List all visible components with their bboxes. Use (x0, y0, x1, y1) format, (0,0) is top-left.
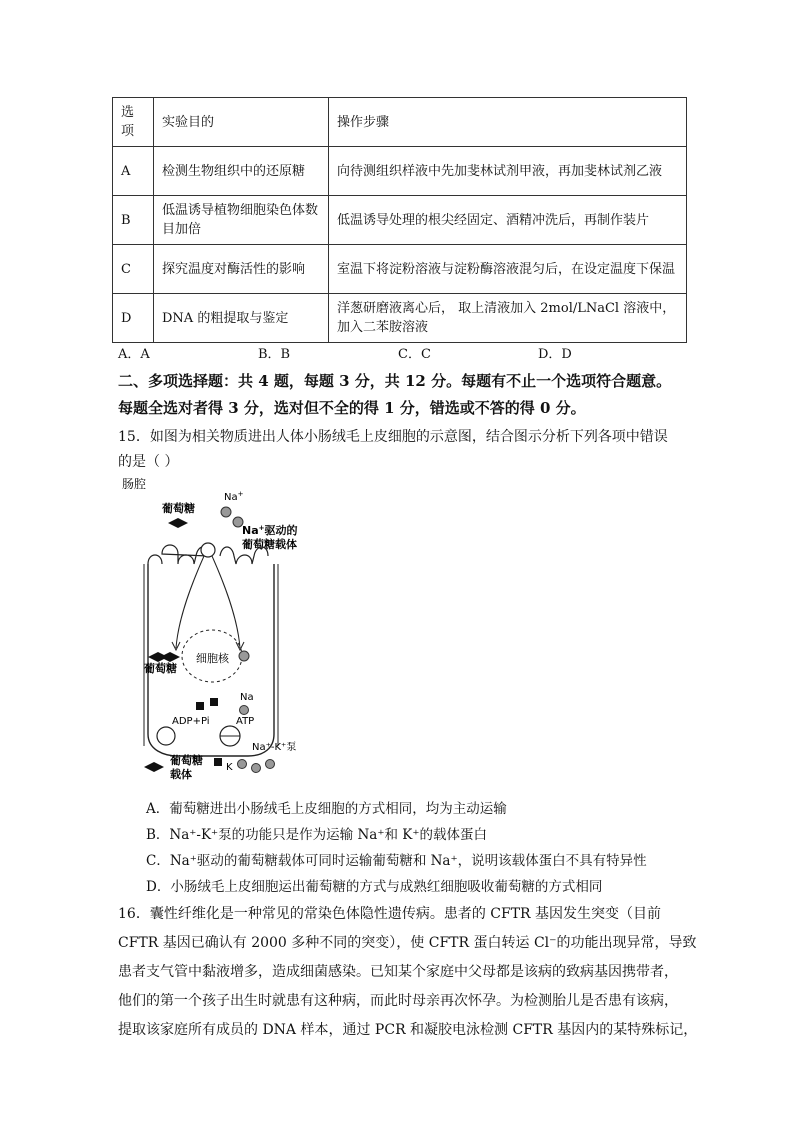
q16-line: 16．囊性纤维化是一种常见的常染色体隐性遗传病。患者的 CFTR 基因发生突变（目前 (118, 906, 662, 922)
choice-b: B．B (258, 347, 291, 362)
microvilli-edge-icon (148, 555, 162, 564)
sodium-path-arrow-icon (212, 556, 240, 648)
row-option: A (113, 147, 154, 196)
table-row (113, 196, 687, 245)
na-carrier-label-line2: 葡萄糖载体 (242, 538, 297, 551)
adp-label: ADP+Pi (172, 716, 210, 727)
section-scoring: 每题全选对者得 3 分，选对但不全的得 1 分，错选或不答的得 0 分。 (118, 399, 586, 417)
sodium-ion-icon (240, 706, 249, 715)
glucose-top-label: 葡萄糖 (162, 502, 195, 515)
section-heading: 二、多项选择题：共 4 题，每题 3 分，共 12 分。每题有不止一个选项符合题意。 (118, 372, 672, 390)
na-glucose-carrier-icon (201, 543, 215, 557)
table-row (113, 147, 687, 196)
choice-d: D．D (538, 347, 572, 362)
glucose-mid-label: 葡萄糖 (144, 662, 177, 675)
q16-line: 他们的第一个孩子出生时就患有这种病，而此时母亲再次怀孕。为检测胎儿是否患有该病， (118, 993, 678, 1009)
na-carrier-label-line1: Na+驱动的 (242, 524, 298, 537)
header-option: 选 项 (113, 98, 154, 147)
row-purpose: DNA 的粗提取与鉴定 (154, 294, 329, 343)
sodium-ion-icon (239, 651, 249, 661)
choice-a: A．A (118, 347, 150, 362)
pump-label: Na⁺-K⁺泵 (252, 742, 297, 753)
sodium-ion-icon (252, 764, 261, 773)
header-purpose: 实验目的 (154, 98, 329, 147)
potassium-ion-icon (214, 758, 222, 766)
glucose-molecule-icon (168, 518, 188, 528)
glucose-carrier-icon (157, 727, 175, 745)
table-row (113, 245, 687, 294)
q16-line: CFTR 基因已确认有 2000 多种不同的突变），使 CFTR 蛋白转运 Cl⁻的功能出现异常，导致 (118, 935, 697, 951)
potassium-ion-icon (196, 702, 204, 710)
row-purpose: 探究温度对酶活性的影响 (154, 245, 329, 294)
na-pump-top-label: Na (240, 692, 254, 703)
table-row (113, 294, 687, 343)
row-option: D (113, 294, 154, 343)
k-label: K (226, 762, 233, 773)
row-steps: 洋葱研磨液离心后， 取上清液加入 2mol/LNaCl 溶液中，加入二苯胺溶液 (329, 294, 687, 343)
q15-option-c: C．Na⁺驱动的葡萄糖载体可同时运输葡萄糖和 Na⁺，说明该载体蛋白不具有特异性 (146, 853, 647, 869)
glucose-molecule-icon (144, 762, 164, 772)
header-steps: 操作步骤 (329, 98, 687, 147)
row-option: B (113, 196, 154, 245)
row-steps: 低温诱导处理的根尖经固定、酒精冲洗后，再制作装片 (329, 196, 687, 245)
table-header-row (113, 98, 687, 147)
row-purpose: 检测生物组织中的还原糖 (154, 147, 329, 196)
choice-c: C．C (398, 347, 431, 362)
na-top-label: Na+ (224, 490, 244, 503)
potassium-ion-icon (210, 698, 218, 706)
sodium-ion-icon (266, 760, 275, 769)
q15-stem-line1: 15．如图为相关物质进出人体小肠绒毛上皮细胞的示意图，结合图示分析下列各项中错误 (118, 429, 668, 445)
glucose-carrier-label-line1: 葡萄糖 (170, 754, 203, 767)
q16-line: 提取该家庭所有成员的 DNA 样本，通过 PCR 和凝胶电泳检测 CFTR 基因内的某特殊标记， (118, 1022, 698, 1038)
q16-line: 患者支气管中黏液增多，造成细菌感染。已知某个家庭中父母都是该病的致病基因携带者， (118, 964, 678, 980)
q15-option-b: B．Na⁺-K⁺泵的功能只是作为运输 Na⁺和 K⁺的载体蛋白 (146, 827, 487, 843)
intestinal-cell-diagram (118, 472, 318, 784)
glucose-carrier-label-line2: 载体 (170, 768, 192, 781)
row-option: C (113, 245, 154, 294)
sodium-ion-icon (238, 760, 247, 769)
q15-option-a: A．葡萄糖进出小肠绒毛上皮细胞的方式相同，均为主动运输 (146, 801, 507, 817)
q15-option-d: D．小肠绒毛上皮细胞运出葡萄糖的方式与成熟红细胞吸收葡萄糖的方式相同 (146, 879, 603, 895)
row-steps: 向待测组织样液中先加斐林试剂甲液，再加斐林试剂乙液 (329, 147, 687, 196)
q15-stem-line2: 的是（ ） (118, 454, 179, 470)
nucleus-label: 细胞核 (196, 652, 229, 665)
experiment-table (112, 97, 687, 343)
row-steps: 室温下将淀粉溶液与淀粉酶溶液混匀后，在设定温度下保温 (329, 245, 687, 294)
atp-label: ATP (236, 716, 255, 727)
glucose-molecule-icon (160, 652, 180, 662)
lumen-label: 肠腔 (122, 477, 147, 491)
glucose-path-arrow-icon (176, 556, 204, 648)
row-purpose: 低温诱导植物细胞染色体数目加倍 (154, 196, 329, 245)
sodium-ion-icon (221, 507, 231, 517)
